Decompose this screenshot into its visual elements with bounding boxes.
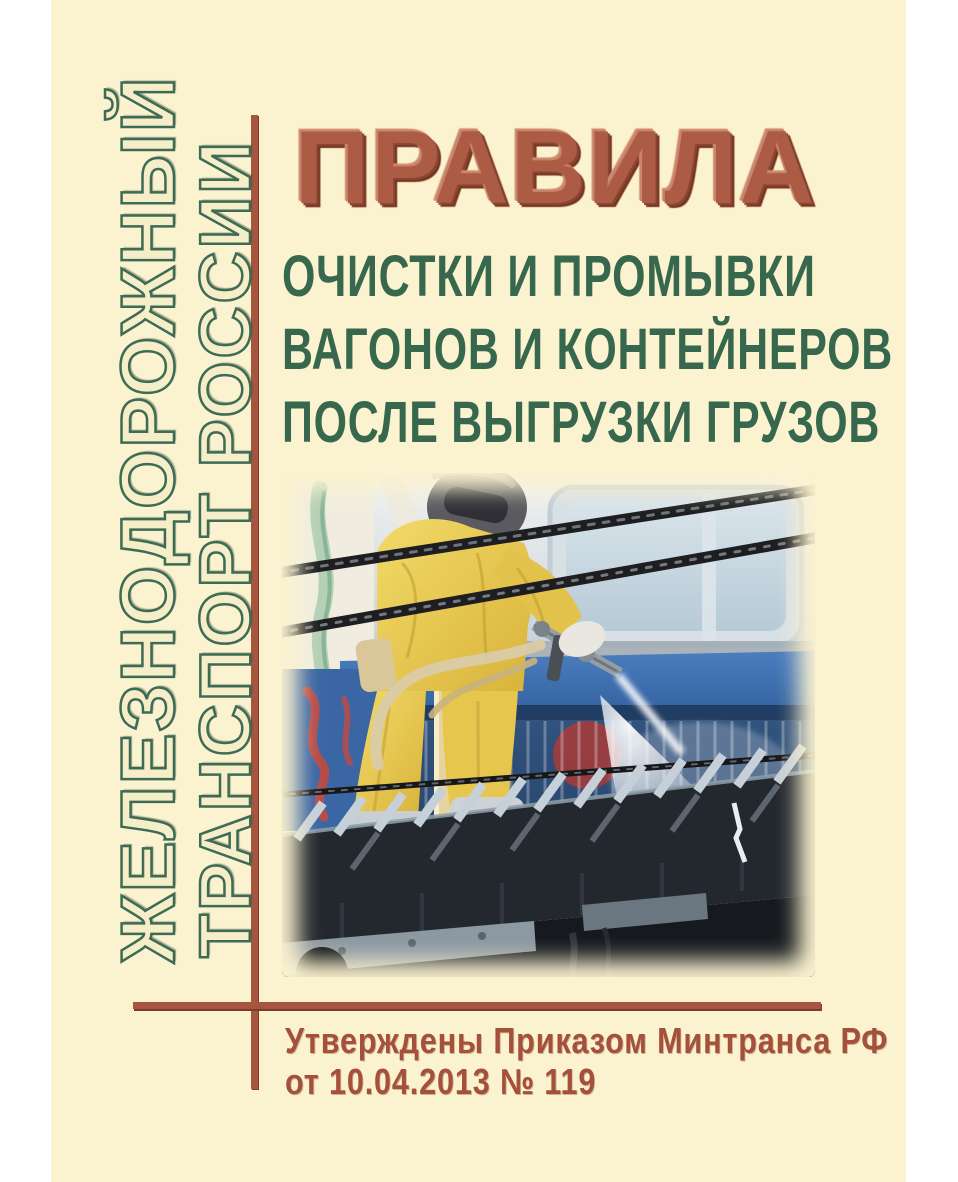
book-cover [51,0,906,1182]
worker-left-hand-pouch [355,637,398,694]
approval-line-2: от 10.04.2013 № 119 [285,1061,597,1102]
subtitle-line-3: ПОСЛЕ ВЫГРУЗКИ ГРУЗОВ [282,390,881,455]
approval-line-1: Утверждены Приказом Минтранса РФ [285,1020,889,1061]
subtitle-line-1: ОЧИСТКИ И ПРОМЫВКИ [282,244,816,309]
cover-photo-illustration [282,473,815,977]
subtitle-block [282,240,893,459]
cover-photo [282,473,815,977]
horizontal-divider-line [133,1002,821,1009]
spine-text-zheleznodorozhny: ЖЕЛЕЗНОДОРОЖНЫЙ [106,75,191,963]
page-title: ПРАВИЛА [294,110,817,226]
subtitle-line-2: ВАГОНОВ И КОНТЕЙНЕРОВ [282,317,893,382]
approval-note [285,1020,889,1102]
spine-text-transport-rossii: ТРАНСПОРТ РОССИИ [186,138,266,958]
